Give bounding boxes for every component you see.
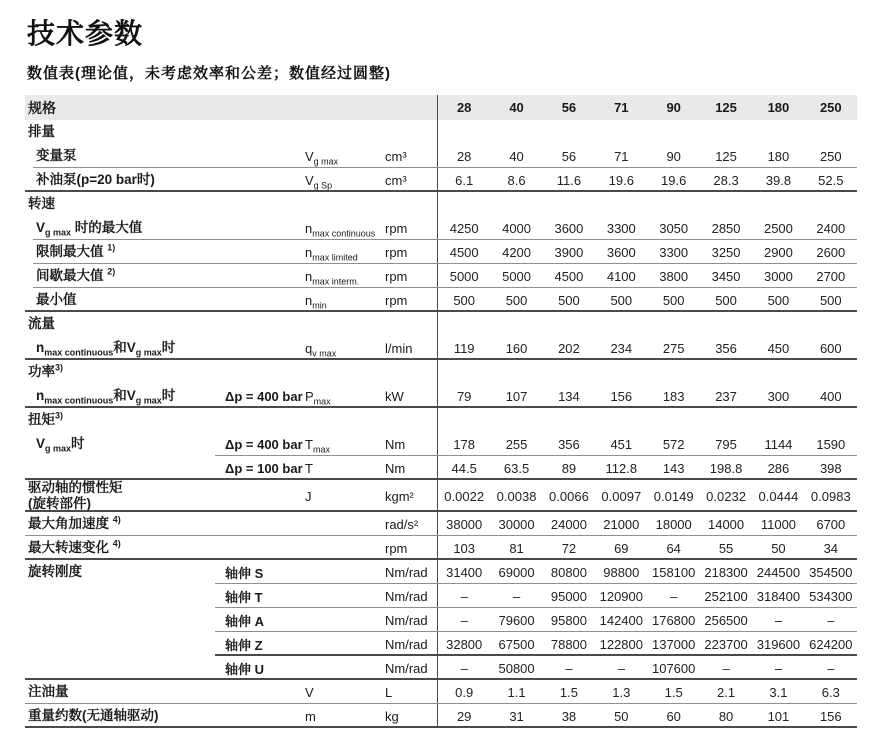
- cell-value: –: [722, 660, 730, 676]
- cell-value: 119: [453, 340, 475, 356]
- cell-value: 4100: [606, 268, 636, 284]
- cell-value: 6.1: [455, 172, 474, 188]
- row-unit: rpm: [385, 292, 408, 308]
- cell-value: 300: [767, 388, 790, 404]
- cell-value: 34: [823, 540, 839, 556]
- row-label: 变量泵: [36, 148, 77, 163]
- row-symbol: $P_{max}$: [305, 388, 331, 407]
- page-title: 技术参数: [27, 18, 144, 49]
- row-unit: kg: [385, 708, 399, 724]
- row-label: 注油量: [28, 684, 69, 699]
- cell-value: 0.0983: [810, 488, 851, 504]
- row-symbol: J: [305, 488, 312, 504]
- cell-value: 122800: [599, 636, 643, 652]
- section-row: [25, 408, 857, 432]
- section-row: [25, 360, 857, 384]
- section-row: [25, 312, 857, 336]
- cell-value: 356: [715, 340, 737, 356]
- cell-value: 19.6: [608, 172, 634, 188]
- cell-value: 101: [767, 708, 790, 724]
- cell-value: 3800: [659, 268, 689, 284]
- cell-value: 255: [505, 436, 528, 452]
- row-unit: Nm/rad: [385, 612, 428, 628]
- page-subtitle: 数值表(理论值，未考虑效率和公差；数值经过圆整): [27, 65, 391, 82]
- table-row: [25, 432, 857, 456]
- cell-value: 2600: [816, 244, 846, 260]
- cell-value: 80800: [550, 564, 588, 580]
- cell-value: 79: [456, 388, 472, 404]
- cell-value: 244500: [756, 564, 801, 580]
- cell-value: 4500: [554, 268, 584, 284]
- cell-value: 69000: [498, 564, 535, 580]
- cell-value: 223700: [704, 636, 748, 652]
- cell-value: 3900: [554, 244, 584, 260]
- cell-value: 72: [561, 540, 577, 556]
- cell-value: 180: [767, 148, 790, 164]
- cell-value: –: [774, 660, 783, 676]
- table-row: [25, 384, 857, 408]
- row-label: 功率$^{3)}$: [28, 362, 64, 379]
- cell-value: 183: [662, 388, 685, 404]
- row-unit: rpm: [385, 220, 408, 236]
- cell-value: –: [512, 588, 521, 604]
- cell-value: 600: [819, 340, 842, 356]
- cell-value: 67500: [498, 636, 535, 652]
- row-unit: kW: [385, 388, 404, 404]
- cell-value: 398: [819, 460, 842, 476]
- row-symbol: $q_{v max}$: [305, 340, 337, 359]
- cell-value: 1590: [816, 436, 846, 452]
- row-unit: cm³: [385, 148, 407, 164]
- cell-value: 158100: [651, 564, 696, 580]
- cell-value: 78800: [550, 636, 588, 652]
- cell-value: 50800: [498, 660, 535, 676]
- cell-value: 3600: [554, 220, 584, 236]
- cell-value: 3.1: [769, 684, 788, 700]
- cell-value: 3300: [659, 244, 689, 260]
- cell-value: 0.0149: [653, 488, 694, 504]
- row-label: 限制最大值 $^{1)}$: [36, 242, 116, 259]
- row-unit: rpm: [385, 268, 408, 284]
- cell-value: 56: [561, 148, 577, 164]
- table-row: [25, 480, 857, 512]
- cell-value: –: [670, 588, 678, 604]
- size-column-header: 180: [767, 100, 790, 115]
- row-label: 重量约数(无通轴驱动): [28, 708, 159, 723]
- row-condition: 轴伸 Z: [225, 637, 263, 653]
- cell-value: 6.3: [821, 684, 840, 700]
- cell-value: 69: [614, 540, 629, 556]
- row-unit: rpm: [385, 244, 408, 260]
- cell-value: 2900: [763, 244, 793, 260]
- table-row: [25, 704, 857, 728]
- row-unit: L: [385, 684, 393, 700]
- cell-value: –: [565, 660, 573, 676]
- row-unit: Nm/rad: [385, 564, 428, 580]
- row-label: 最大角加速度 $^{4)}$: [28, 514, 121, 531]
- row-label: 旋转刚度: [28, 564, 82, 579]
- table-row: [25, 632, 857, 656]
- cell-value: 500: [505, 292, 528, 308]
- row-symbol: $n_{max limited}$: [305, 244, 358, 263]
- table-row: [25, 216, 857, 240]
- cell-value: 55: [718, 540, 734, 556]
- row-unit: rad/s²: [385, 516, 419, 532]
- row-condition: Δp = 400 bar: [225, 388, 303, 404]
- row-label: 扭矩$^{3)}$: [28, 410, 64, 427]
- row-unit: Nm/rad: [385, 636, 428, 652]
- cell-value: 95800: [550, 612, 588, 628]
- cell-value: 44.5: [451, 460, 477, 476]
- cell-value: 64: [666, 540, 681, 556]
- cell-value: 0.0097: [601, 488, 642, 504]
- table-row: [25, 656, 857, 680]
- cell-value: 500: [662, 292, 685, 308]
- cell-value: 795: [715, 436, 737, 452]
- cell-value: 256500: [704, 612, 748, 628]
- cell-value: 176800: [651, 612, 696, 628]
- cell-value: 4250: [449, 220, 479, 236]
- row-symbol: $V_{g Sp}$: [305, 172, 333, 191]
- cell-value: 38: [561, 708, 577, 724]
- row-symbol: $T_{max}$: [305, 436, 330, 455]
- row-condition: Δp = 400 bar: [225, 436, 303, 452]
- cell-value: –: [460, 660, 468, 676]
- table-row: [25, 680, 857, 704]
- cell-value: 202: [558, 340, 580, 356]
- row-unit: Nm: [385, 436, 406, 452]
- cell-value: –: [617, 660, 625, 676]
- cell-value: 98800: [603, 564, 640, 580]
- table-row: [25, 240, 857, 264]
- cell-value: 30000: [498, 516, 535, 532]
- cell-value: 3050: [659, 220, 689, 236]
- row-label: 最小值: [36, 292, 77, 307]
- cell-value: 134: [558, 388, 580, 404]
- cell-value: 137000: [651, 636, 696, 652]
- cell-value: 3000: [763, 268, 793, 284]
- cell-value: 29: [456, 708, 472, 724]
- cell-value: 39.8: [765, 172, 792, 188]
- cell-value: 8.6: [507, 172, 526, 188]
- cell-value: –: [774, 612, 783, 628]
- cell-value: 40: [509, 148, 524, 164]
- row-condition: Δp = 100 bar: [225, 460, 303, 476]
- size-column-header: 250: [819, 100, 842, 115]
- cell-value: 2.1: [717, 684, 736, 700]
- cell-value: 18000: [655, 516, 692, 532]
- row-symbol: T: [305, 460, 313, 476]
- cell-value: 31400: [446, 564, 483, 580]
- cell-value: 90: [666, 148, 681, 164]
- cell-value: 50: [614, 708, 629, 724]
- section-row: [25, 192, 857, 216]
- cell-value: 4500: [449, 244, 479, 260]
- row-label: 流量: [28, 316, 55, 331]
- cell-value: 624200: [809, 636, 853, 652]
- cell-value: 71: [614, 148, 629, 164]
- section-row: [25, 120, 857, 144]
- table-row: [25, 336, 857, 360]
- cell-value: 5000: [502, 268, 532, 284]
- cell-value: 143: [662, 460, 685, 476]
- cell-value: 1.5: [664, 684, 683, 700]
- cell-value: 112.8: [605, 460, 638, 476]
- cell-value: 3250: [711, 244, 741, 260]
- cell-value: 32800: [446, 636, 483, 652]
- cell-value: 80: [718, 708, 734, 724]
- cell-value: 3300: [606, 220, 636, 236]
- cell-value: 0.0022: [444, 488, 485, 504]
- cell-value: 5000: [449, 268, 479, 284]
- cell-value: 79600: [498, 612, 535, 628]
- row-condition: 轴伸 S: [225, 565, 264, 581]
- cell-value: 0.0038: [496, 488, 537, 504]
- cell-value: 1.1: [507, 684, 526, 700]
- cell-value: 0.0444: [758, 488, 799, 504]
- row-label: 间歇最大值 $^{2)}$: [36, 266, 116, 283]
- cell-value: 450: [767, 340, 790, 356]
- row-symbol: $n_{max interm.}$: [305, 268, 360, 287]
- cell-value: 52.5: [818, 172, 844, 188]
- cell-value: 500: [558, 292, 580, 308]
- row-unit: Nm/rad: [385, 588, 428, 604]
- table-row: [25, 608, 857, 632]
- cell-value: –: [827, 612, 835, 628]
- table-row: [25, 536, 857, 560]
- cell-value: 142400: [599, 612, 643, 628]
- table-row: [25, 560, 857, 584]
- table-row: [25, 512, 857, 536]
- table-row: [25, 264, 857, 288]
- row-condition: 轴伸 A: [225, 613, 265, 629]
- cell-value: –: [827, 660, 835, 676]
- parameters-table: [25, 95, 857, 728]
- table-row: [25, 168, 857, 192]
- cell-value: 103: [453, 540, 476, 556]
- cell-value: 250: [819, 148, 842, 164]
- cell-value: 234: [610, 340, 633, 356]
- row-label: $V_{g max}$ 时的最大值: [36, 220, 143, 238]
- cell-value: 4200: [502, 244, 532, 260]
- cell-value: 500: [453, 292, 476, 308]
- row-unit: rpm: [385, 540, 408, 556]
- row-unit: cm³: [385, 172, 407, 188]
- cell-value: 6700: [816, 516, 846, 532]
- cell-value: 3450: [711, 268, 741, 284]
- cell-value: 198.8: [709, 460, 743, 476]
- size-column-header: 28: [456, 100, 472, 115]
- row-label: 补油泵(p=20 bar时): [36, 172, 155, 187]
- row-label: $n_{max continuous}$和$V_{g max}$时: [36, 340, 176, 358]
- cell-value: 120900: [599, 588, 643, 604]
- cell-value: 500: [610, 292, 633, 308]
- cell-value: 3600: [606, 244, 636, 260]
- table-row: [25, 288, 857, 312]
- cell-value: 500: [715, 292, 737, 308]
- cell-value: 319600: [756, 636, 801, 652]
- row-label: $n_{max continuous}$和$V_{g max}$时: [36, 388, 176, 406]
- table-header-row: [25, 95, 857, 120]
- cell-value: 354500: [809, 564, 853, 580]
- cell-value: 218300: [704, 564, 748, 580]
- cell-value: 24000: [550, 516, 588, 532]
- cell-value: 400: [819, 388, 842, 404]
- cell-value: 178: [453, 436, 476, 452]
- cell-value: –: [460, 588, 468, 604]
- cell-value: 107600: [651, 660, 696, 676]
- cell-value: 11.6: [556, 172, 582, 188]
- cell-value: 0.0066: [549, 488, 589, 504]
- cell-value: 60: [666, 708, 681, 724]
- cell-value: 1144: [764, 436, 793, 452]
- cell-value: 0.9: [455, 684, 474, 700]
- cell-value: 107: [505, 388, 528, 404]
- cell-value: 451: [610, 436, 633, 452]
- table-row: [25, 144, 857, 168]
- cell-value: 156: [819, 708, 842, 724]
- cell-value: 21000: [603, 516, 640, 532]
- cell-value: 50: [771, 540, 786, 556]
- row-label: $V_{g max}$时: [36, 436, 85, 454]
- cell-value: 2400: [816, 220, 846, 236]
- cell-value: 286: [767, 460, 790, 476]
- size-column-header: 56: [561, 100, 577, 115]
- cell-value: 318400: [756, 588, 801, 604]
- row-symbol: $n_{min}$: [305, 292, 327, 311]
- cell-value: 356: [558, 436, 580, 452]
- cell-value: 2850: [711, 220, 741, 236]
- row-symbol: $V_{g max}$: [305, 148, 339, 167]
- cell-value: 28.3: [713, 172, 739, 188]
- table-row: [25, 456, 857, 480]
- cell-value: 252100: [704, 588, 748, 604]
- row-symbol: V: [305, 684, 314, 700]
- cell-value: 4000: [502, 220, 532, 236]
- row-symbol: $n_{max continuous}$: [305, 220, 376, 239]
- cell-value: 95000: [550, 588, 588, 604]
- row-unit: l/min: [385, 340, 413, 356]
- cell-value: 0.0232: [706, 488, 746, 504]
- cell-value: 572: [662, 436, 685, 452]
- size-column-header: 40: [509, 100, 524, 115]
- row-unit: Nm/rad: [385, 660, 428, 676]
- row-condition: 轴伸 T: [225, 589, 263, 605]
- cell-value: 125: [715, 148, 737, 164]
- row-label: 驱动轴的惯性矩 (旋转部件): [28, 480, 123, 511]
- cell-value: 31: [509, 708, 524, 724]
- size-column-header: 71: [614, 100, 629, 115]
- cell-value: 2700: [816, 268, 846, 284]
- cell-value: 160: [505, 340, 528, 356]
- cell-value: 11000: [760, 516, 797, 532]
- cell-value: 28: [456, 148, 472, 164]
- cell-value: 237: [715, 388, 737, 404]
- cell-value: 19.6: [661, 172, 687, 188]
- cell-value: 275: [662, 340, 685, 356]
- row-unit: Nm: [385, 460, 406, 476]
- table-row: [25, 584, 857, 608]
- size-column-header: 125: [715, 100, 737, 115]
- cell-value: 38000: [446, 516, 483, 532]
- cell-value: 500: [819, 292, 842, 308]
- size-column-header: 90: [666, 100, 681, 115]
- cell-value: 1.3: [612, 684, 631, 700]
- row-condition: 轴伸 U: [225, 661, 265, 677]
- cell-value: 2500: [763, 220, 793, 236]
- row-symbol: m: [305, 708, 316, 724]
- row-unit: kgm²: [385, 488, 414, 504]
- cell-value: 534300: [809, 588, 853, 604]
- cell-value: 1.5: [559, 684, 578, 700]
- cell-value: 81: [509, 540, 524, 556]
- row-label: 转速: [28, 196, 55, 211]
- cell-value: –: [460, 612, 468, 628]
- cell-value: 500: [767, 292, 790, 308]
- row-label: 排量: [28, 124, 55, 139]
- cell-value: 89: [561, 460, 577, 476]
- spec-header-label: 规格: [28, 99, 56, 116]
- cell-value: 14000: [707, 516, 745, 532]
- cell-value: 63.5: [503, 460, 530, 476]
- row-label: 最大转速变化 $^{4)}$: [28, 538, 121, 555]
- cell-value: 156: [610, 388, 633, 404]
